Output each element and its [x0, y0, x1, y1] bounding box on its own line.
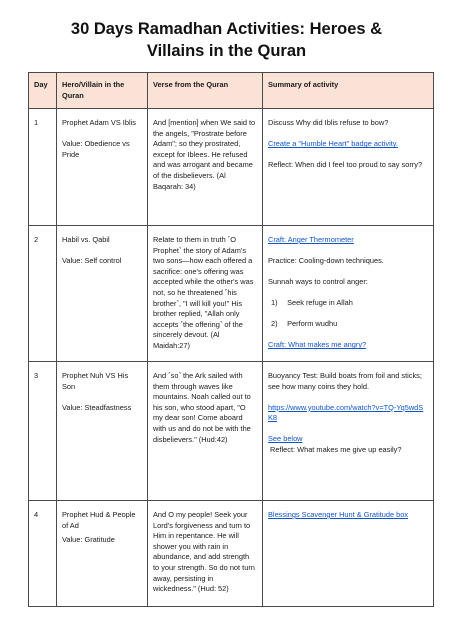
hero-value: Value: Gratitude — [62, 535, 115, 545]
day-cell: 4 — [29, 501, 57, 607]
summary-cell — [263, 501, 434, 607]
hero-value: Value: Steadfastness — [62, 402, 132, 412]
humble-heart-activity-link[interactable]: Create a "Humble Heart" badge activity. — [268, 139, 398, 149]
hero-cell — [57, 109, 148, 226]
hero-cell — [57, 226, 148, 362]
summary-discuss: Discuss Why did Iblis refuse to bow? — [268, 118, 389, 127]
summary-cell — [263, 109, 434, 226]
table-row — [29, 226, 434, 362]
header-verse: Verse from the Quran — [148, 73, 263, 109]
day-cell: 2 — [29, 226, 57, 362]
table-row — [29, 501, 434, 607]
list-number: 2) — [271, 319, 278, 329]
summary-cell — [263, 362, 434, 501]
hero-name: Prophet Adam VS Iblis — [62, 118, 136, 127]
day-cell: 3 — [29, 362, 57, 501]
page-title — [30, 18, 423, 62]
list-text: Perform wudhu — [287, 319, 338, 329]
activities-table — [28, 72, 434, 607]
header-row — [29, 73, 434, 109]
youtube-video-link[interactable]: https://www.youtube.com/watch?v=TQ-Yq5wdSK8 — [268, 402, 424, 423]
title-line-1: 30 Days Ramadhan Activities: Heroes & — [70, 20, 383, 38]
blessings-scavenger-hunt-link[interactable]: Blessings Scavenger Hunt & Gratitude box — [268, 510, 409, 519]
title-line-2: Villains in the Quran — [146, 42, 307, 60]
summary-sunnah: Sunnah ways to control anger: — [268, 277, 368, 287]
hero-cell — [57, 362, 148, 501]
hero-name: Prophet Nuh VS His Son — [62, 371, 129, 391]
verse-cell: And ˹so˺ the Ark sailed with them through waves like mountains. Noah called out to his son, who stood apart, "O my dear son! Come aboard with us and do not be with the disbelievers." (Hud:42) — [148, 362, 263, 501]
see-below-link[interactable]: See below — [268, 434, 303, 444]
anger-thermometer-link[interactable]: Craft: Anger Thermometer — [268, 235, 354, 244]
hero-name: Prophet Hud & People of Ad — [62, 510, 136, 530]
summary-reflect: Reflect: When did I feel too proud to say sorry? — [268, 160, 423, 170]
list-number: 1) — [271, 298, 278, 308]
list-item — [268, 319, 428, 330]
header-day: Day — [29, 73, 57, 109]
summary-reflect: Reflect: What makes me give up easily? — [270, 444, 402, 454]
header-summary: Summary of activity — [263, 73, 434, 109]
verse-cell: And [mention] when We said to the angels, "Prostrate before Adam"; so they prostrated, except for Iblees. He refused and was arrogant and became of the disbelievers. (Al Baqarah: 34) — [148, 109, 263, 226]
hero-name: Habil vs. Qabil — [62, 235, 110, 244]
day-cell: 1 — [29, 109, 57, 226]
what-makes-me-angry-link[interactable]: Craft: What makes me angry? — [268, 340, 367, 350]
list-text: Seek refuge in Allah — [287, 298, 353, 308]
verse-cell: And O my people! Seek your Lord's forgiveness and turn to Him in repentance. He will shower you with rain in abundance, and add strength to your strength. So do not turn away, persisting in wickedness." (Hud: 52) — [148, 501, 263, 607]
hero-value: Value: Self control — [62, 256, 122, 266]
header-hero-villain: Hero/Villain in the Quran — [57, 73, 148, 109]
table-row — [29, 362, 434, 501]
summary-practice: Practice: Cooling-down techniques. — [268, 256, 384, 266]
summary-cell — [263, 226, 434, 362]
list-item — [268, 298, 428, 309]
verse-cell: Relate to them in truth ˹O Prophet˺ the story of Adam's two sons—how each offered a sacrifice: one's offering was accepted while the other's was not, so he threatened ˹his brother˺, "I will kill you!" His brother replied, "Allah only accepts ˹the offering˺ of the sincerely devout. (Al Maidah:27) — [148, 226, 263, 362]
table-row — [29, 109, 434, 226]
summary-buoyancy-test: Buoyancy Test: Build boats from foil and sticks; see how many coins they hold. — [268, 371, 422, 391]
hero-cell — [57, 501, 148, 607]
hero-value: Value: Obedience vs Pride — [62, 139, 130, 159]
